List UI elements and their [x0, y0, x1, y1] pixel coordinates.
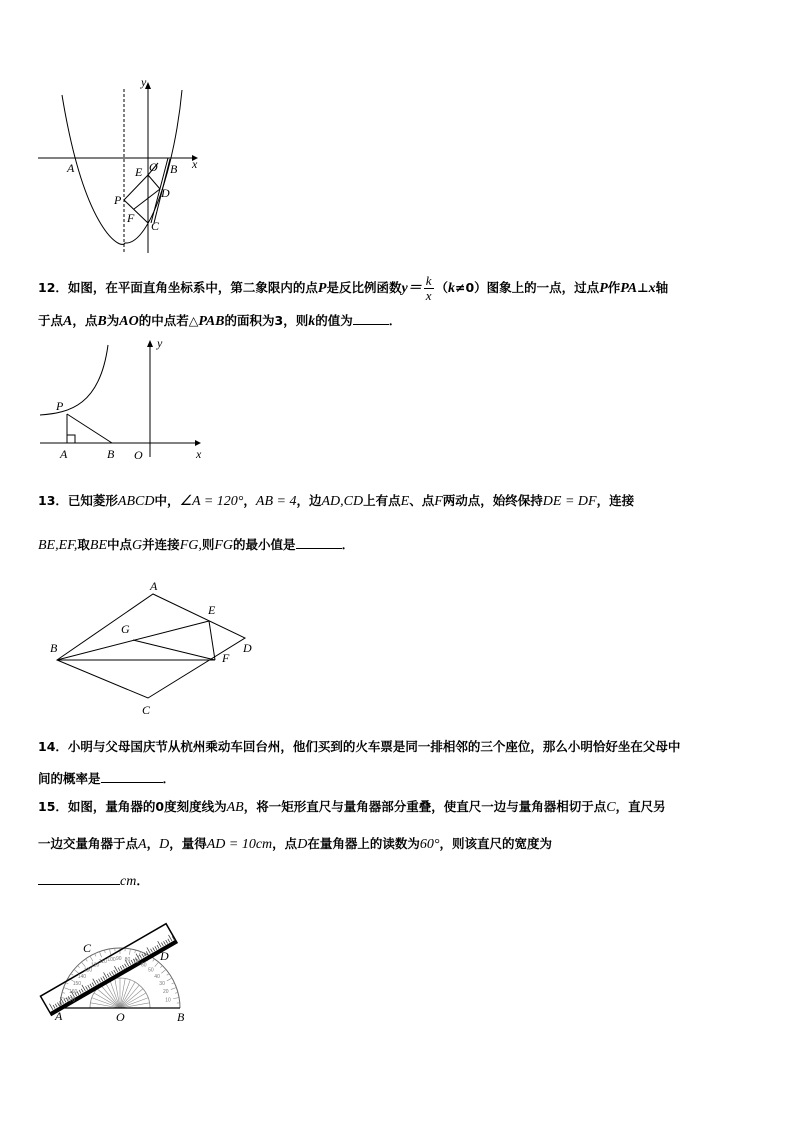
ruler-tick — [166, 940, 168, 943]
label-y: y — [141, 75, 147, 89]
ruler-tick — [169, 935, 173, 941]
ruler-tick — [164, 941, 166, 944]
q13-number: 13． — [38, 493, 68, 508]
ruler-tick — [96, 980, 98, 983]
x-axis-arrow — [195, 440, 201, 446]
ruler-tick — [142, 954, 144, 957]
protractor-tick — [71, 974, 73, 976]
label-C: C — [151, 219, 160, 233]
protractor-tick — [74, 969, 79, 973]
ruler-tick — [122, 965, 124, 968]
protractor-scale-number: 60 — [141, 962, 147, 969]
ruler-tick — [153, 948, 155, 951]
protractor-tick — [172, 983, 175, 984]
protractor-tick — [155, 962, 159, 967]
ruler-tick — [92, 983, 94, 986]
protractor-scale-number: 140 — [77, 973, 87, 980]
ruler-tick — [81, 989, 83, 992]
protractor-tick — [161, 969, 166, 973]
hyperbola-curve — [40, 345, 108, 415]
label-C: C — [83, 941, 92, 955]
q15-line1: 15．如图，量角器的0度刻度线为AB，将一矩形直尺与量角器部分重叠，使直尺一边与量角器相切于点C，直尺另 — [38, 799, 666, 815]
protractor-scale-number: 120 — [91, 962, 100, 969]
label-E: E — [208, 603, 216, 617]
protractor-scale-number: 110 — [98, 959, 107, 966]
ruler-tick — [64, 999, 66, 1002]
label-P: P — [56, 399, 64, 413]
ruler-tick — [125, 964, 127, 967]
q12-line1: 12．如图，在平面直角坐标系中，第二象限内的点P是反比例函数y＝ $\frac{k}{x}$ （k≠0）图象上的一点，过点P作PA⊥x轴 — [38, 273, 669, 303]
protractor-tick — [110, 949, 111, 955]
ruler-tick — [158, 941, 162, 947]
ruler-tick — [107, 974, 109, 977]
answer-blank-q12[interactable] — [353, 312, 389, 325]
protractor-tick — [173, 998, 179, 999]
ruler-tick — [118, 968, 120, 971]
ruler-tick — [53, 1005, 55, 1008]
ruler-tick — [93, 979, 97, 985]
protractor-scale-number: 100 — [107, 956, 116, 963]
y-axis-arrow — [147, 340, 153, 347]
ruler-tick — [86, 986, 88, 989]
label-C: C — [142, 703, 151, 717]
ruler-tick — [90, 984, 92, 987]
answer-blank-q14[interactable] — [101, 770, 163, 783]
label-x: x — [192, 157, 198, 171]
ruler-tick — [57, 1003, 59, 1006]
ruler-tick — [155, 946, 157, 949]
q13-line1: 13．已知菱形ABCD中，∠A = 120°，AB = 4，边AD,CD上有点E、点F两动点，始终保持DE = DF，连接 — [38, 493, 635, 509]
label-A: A — [67, 161, 75, 175]
protractor-scale-number: 90 — [116, 956, 122, 962]
ruler-tick — [140, 955, 142, 958]
protractor-scale-number: 170 — [66, 997, 76, 1004]
protractor-tick — [160, 966, 162, 968]
ruler-tick — [114, 970, 116, 973]
label-O: O — [116, 1010, 125, 1024]
right-angle-mark — [67, 435, 75, 443]
protractor-scale-number: 130 — [83, 967, 93, 974]
ruler-tick — [99, 979, 101, 982]
protractor-tick — [90, 956, 93, 961]
label-O: O — [134, 448, 143, 462]
ruler-tick — [112, 971, 114, 974]
label-D: D — [243, 641, 252, 655]
ruler-tick — [104, 972, 108, 978]
label-G: G — [121, 622, 130, 636]
ruler-tick — [49, 1004, 53, 1010]
q12-number: 12． — [38, 280, 68, 295]
segment-ED — [148, 175, 160, 189]
label-F: F — [222, 651, 230, 665]
protractor-tick — [95, 954, 96, 957]
q15-line3: cm． — [38, 872, 149, 891]
protractor-figure — [35, 935, 205, 1027]
fraction-k-over-x: $\frac{k}{x}$ — [425, 273, 432, 303]
parabola-figure — [30, 75, 210, 260]
label-B: B — [50, 641, 58, 655]
q15-line2: 一边交量角器于点A，D，量得AD = 10cm，点D在量角器上的读数为60°，则该直尺的宽度为 — [38, 836, 552, 852]
protractor-tick — [135, 950, 136, 953]
protractor-tick — [66, 983, 69, 984]
protractor-scale-number: 150 — [72, 981, 82, 987]
label-O: O — [149, 160, 158, 174]
protractor-tick — [86, 959, 88, 961]
ruler-tick — [157, 945, 159, 948]
ruler-tick — [120, 966, 122, 969]
label-E: E — [135, 165, 143, 179]
label-A: A — [60, 447, 68, 461]
label-B: B — [177, 1010, 185, 1024]
answer-blank-q13[interactable] — [296, 536, 342, 549]
q14-line1: 14．小明与父母国庆节从杭州乘动车回台州，他们买到的火车票是同一排相邻的三个座位，那么小明恰好坐在父母中 — [38, 739, 681, 754]
label-D: D — [160, 949, 169, 963]
ruler-tick — [114, 966, 118, 972]
answer-blank-q15[interactable] — [38, 872, 120, 885]
protractor-scale-number: 80 — [124, 956, 131, 963]
protractor-tick — [78, 966, 80, 968]
q14-number: 14． — [38, 739, 68, 754]
label-P: P — [114, 193, 122, 207]
protractor-tick — [104, 950, 105, 953]
rhombus-figure — [45, 578, 265, 718]
q12-line2: 于点A，点B为AO的中点若△PAB的面积为3，则k的值为 ． — [38, 313, 402, 329]
protractor-scale-number: 40 — [154, 973, 160, 980]
ruler-tick — [147, 947, 151, 953]
ruler-tick — [168, 939, 170, 942]
q12-figure — [30, 335, 220, 465]
label-y: y — [157, 336, 163, 350]
protractor-tick — [153, 959, 155, 961]
ruler-tick — [79, 990, 81, 993]
label-D: D — [161, 186, 170, 200]
protractor-tick — [62, 992, 65, 993]
ruler-tick — [161, 943, 163, 946]
segment-FG — [133, 640, 215, 660]
protractor-tick — [167, 974, 169, 976]
protractor-scale-number: 70 — [133, 959, 139, 966]
label-B: B — [170, 162, 178, 176]
ruler-tick — [151, 949, 153, 952]
protractor-scale-number: 20 — [162, 988, 169, 995]
label-A: A — [150, 579, 158, 593]
label-A: A — [55, 1009, 63, 1023]
parabola-curve — [62, 90, 182, 244]
protractor-tick — [129, 949, 130, 955]
label-B: B — [107, 447, 115, 461]
protractor-tick — [81, 962, 85, 967]
label-F: F — [127, 211, 135, 225]
protractor-scale-number: 160 — [69, 988, 78, 995]
protractor-tick — [99, 952, 101, 958]
segment-PB — [67, 414, 112, 443]
ruler-tick — [101, 978, 103, 981]
protractor-tick — [171, 987, 177, 989]
ruler-tick — [88, 985, 90, 988]
q13-line2: BE,EF,取BE中点G并连接FG,则FG的最小值是 ． — [38, 537, 355, 553]
ruler-tick — [103, 976, 105, 979]
ruler-tick — [55, 1004, 57, 1007]
protractor-scale-number: 50 — [148, 967, 154, 974]
protractor-tick — [167, 978, 172, 981]
ruler-tick — [82, 985, 86, 991]
protractor-scale-number: 10 — [165, 997, 171, 1004]
protractor-tick — [175, 992, 178, 993]
protractor-scale-number: 30 — [159, 981, 165, 987]
rhombus-ABCD — [57, 594, 245, 698]
q15-number: 15． — [38, 799, 68, 814]
label-x: x — [196, 447, 202, 461]
segment-EF — [209, 621, 215, 660]
ruler-tick — [109, 973, 111, 976]
q14-line2: 间的概率是 ． — [38, 771, 176, 786]
